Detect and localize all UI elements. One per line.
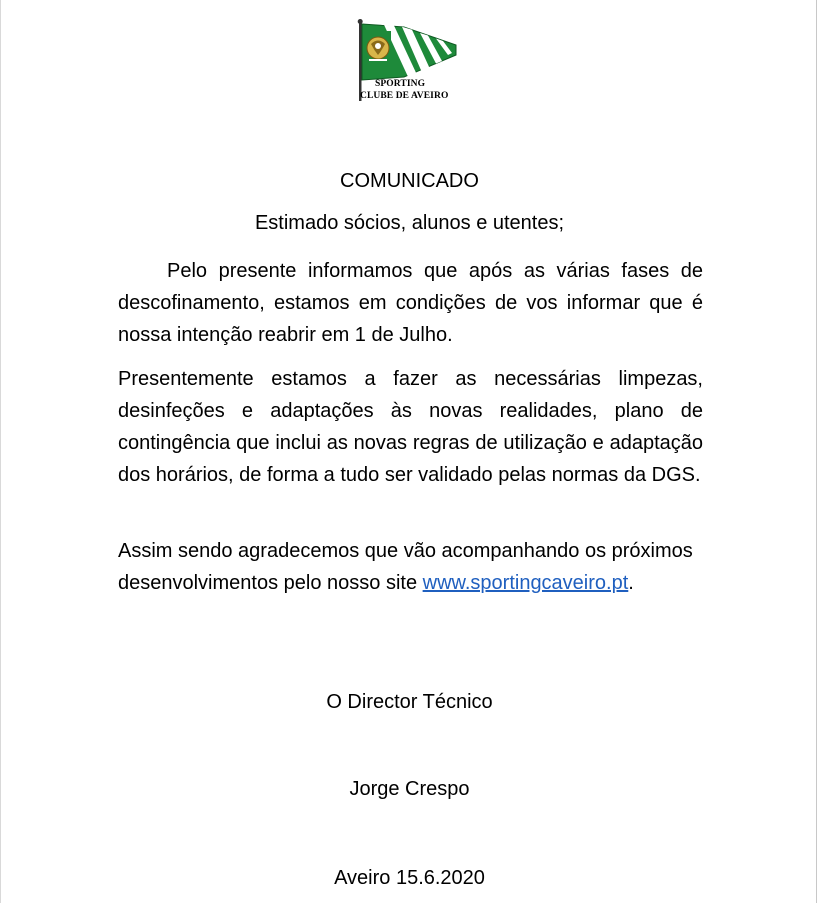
logo-text-line2: CLUBE DE AVEIRO xyxy=(360,91,449,101)
date-line: Aveiro 15.6.2020 xyxy=(334,867,485,889)
paragraph-website xyxy=(118,535,703,599)
paragraph-website-text: Assim sendo agradecemos que vão acompanhando os próximos desenvolvimentos pelo nosso site xyxy=(118,540,693,594)
logo-text-line1: SPORTING xyxy=(375,79,426,89)
paragraph-preparations: Presentemente estamos a fazer as necessárias limpezas, desinfeções e adaptações às novas realidades, plano de contingência que inclui as novas regras de utilização e adaptação dos horários, de forma a tudo ser validado pelas normas da DGS. xyxy=(118,368,703,486)
club-logo xyxy=(356,19,468,105)
website-link[interactable]: www.sportingcaveiro.pt xyxy=(422,572,629,594)
greeting: Estimado sócios, alunos e utentes; xyxy=(254,212,565,234)
signature-name: Jorge Crespo xyxy=(349,778,470,800)
paragraph-reopening: Pelo presente informamos que após as várias fases de descofinamento, estamos em condições de vos informar que é nossa intenção reabrir em 1 de Julho. xyxy=(118,260,703,346)
document-heading: COMUNICADO xyxy=(340,170,479,192)
paragraph-website-end: . xyxy=(628,572,634,594)
signature-title: O Director Técnico xyxy=(326,691,493,713)
